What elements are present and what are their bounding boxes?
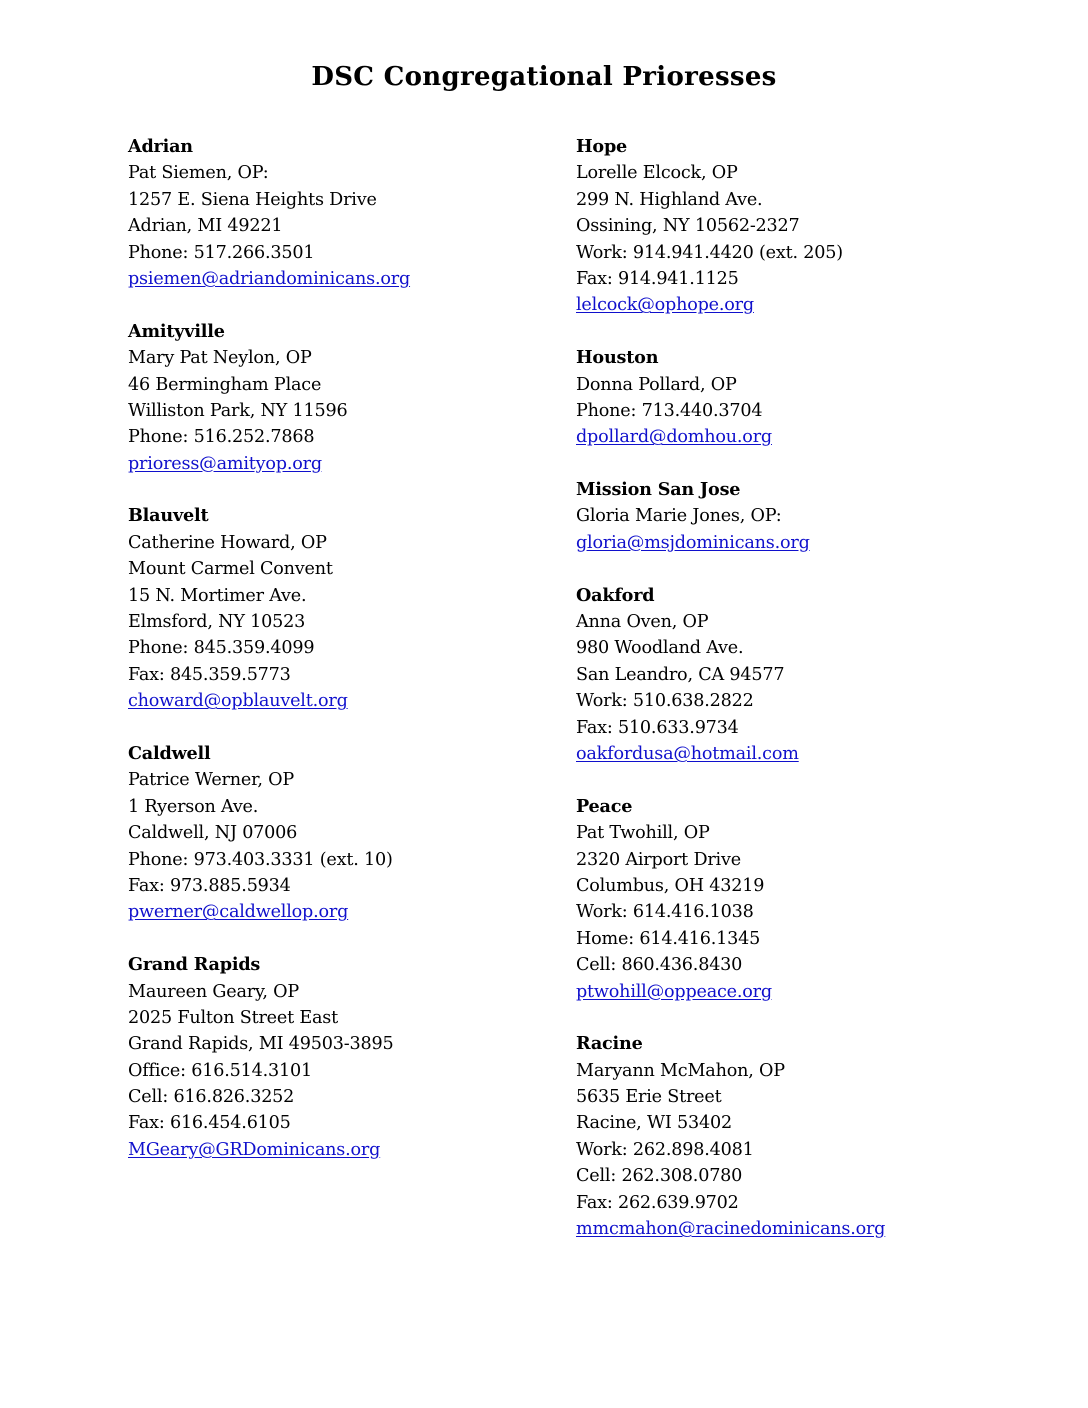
prioress-name: Pat Siemen, OP: bbox=[128, 163, 269, 184]
contact-entry bbox=[576, 1031, 996, 1242]
email-link[interactable]: mmcmahon@racinedominicans.org bbox=[576, 1219, 886, 1240]
congregation-name: Oakford bbox=[576, 584, 655, 606]
contact-detail: 1257 E. Siena Heights Drive bbox=[128, 189, 377, 210]
contact-detail: Caldwell, NJ 07006 bbox=[128, 823, 298, 844]
email-line bbox=[576, 292, 996, 318]
contact-detail: Home: 614.416.1345 bbox=[576, 928, 761, 949]
contact-detail: Phone: 973.403.3331 (ext. 10) bbox=[128, 849, 393, 870]
contact-detail: Grand Rapids, MI 49503-3895 bbox=[128, 1034, 394, 1055]
contact-entry bbox=[128, 503, 558, 714]
email-link[interactable]: ptwohill@oppeace.org bbox=[576, 981, 772, 1002]
email-link[interactable]: lelcock@ophope.org bbox=[576, 295, 754, 316]
email-link[interactable]: gloria@msjdominicans.org bbox=[576, 532, 810, 553]
contact-detail: Fax: 845.359.5773 bbox=[128, 664, 291, 685]
email-line bbox=[576, 979, 996, 1005]
contact-detail: Fax: 914.941.1125 bbox=[576, 268, 739, 289]
congregation-name: Amityville bbox=[128, 320, 225, 342]
email-line bbox=[576, 424, 996, 450]
congregation-name: Peace bbox=[576, 795, 633, 817]
contact-detail: 5635 Erie Street bbox=[576, 1087, 722, 1108]
prioress-name: Patrice Werner, OP bbox=[128, 770, 295, 791]
email-link[interactable]: pwerner@caldwellop.org bbox=[128, 902, 349, 923]
congregation-name: Houston bbox=[576, 347, 659, 369]
contact-detail: Phone: 713.440.3704 bbox=[576, 400, 763, 421]
email-link[interactable]: oakfordusa@hotmail.com bbox=[576, 743, 799, 764]
contact-detail: Adrian, MI 49221 bbox=[128, 216, 283, 237]
left-column bbox=[128, 134, 558, 1190]
contact-detail: Work: 614.416.1038 bbox=[576, 902, 754, 923]
contact-detail: Cell: 860.436.8430 bbox=[576, 955, 743, 976]
contact-detail: Fax: 616.454.6105 bbox=[128, 1113, 291, 1134]
email-line bbox=[128, 688, 558, 714]
contact-entry bbox=[576, 477, 996, 556]
contact-detail: Elmsford, NY 10523 bbox=[128, 612, 306, 633]
prioress-name: Anna Oven, OP bbox=[576, 612, 709, 633]
prioress-name: Pat Twohill, OP bbox=[576, 823, 710, 844]
contact-detail: Fax: 510.633.9734 bbox=[576, 717, 739, 738]
prioress-name: Catherine Howard, OP bbox=[128, 532, 327, 553]
contact-detail: Phone: 517.266.3501 bbox=[128, 242, 315, 263]
contact-detail: Work: 914.941.4420 (ext. 205) bbox=[576, 242, 843, 263]
email-line bbox=[128, 266, 558, 292]
congregation-name: Grand Rapids bbox=[128, 954, 261, 976]
contact-detail: Ossining, NY 10562-2327 bbox=[576, 216, 800, 237]
contact-detail: 46 Bermingham Place bbox=[128, 374, 322, 395]
contact-entry bbox=[128, 319, 558, 477]
email-link[interactable]: dpollard@domhou.org bbox=[576, 427, 772, 448]
contact-detail: 2320 Airport Drive bbox=[576, 849, 741, 870]
contact-detail: Cell: 262.308.0780 bbox=[576, 1166, 743, 1187]
contact-detail: Mount Carmel Convent bbox=[128, 559, 333, 580]
prioress-name: Gloria Marie Jones, OP: bbox=[576, 506, 782, 527]
contact-entry bbox=[576, 583, 996, 768]
contact-entry bbox=[576, 794, 996, 1005]
page-title: DSC Congregational Prioresses bbox=[311, 62, 777, 92]
contact-detail: Phone: 845.359.4099 bbox=[128, 638, 315, 659]
prioress-name: Lorelle Elcock, OP bbox=[576, 163, 738, 184]
prioress-name: Maureen Geary, OP bbox=[128, 981, 300, 1002]
email-link[interactable]: psiemen@adriandominicans.org bbox=[128, 268, 411, 289]
contact-detail: Work: 262.898.4081 bbox=[576, 1139, 754, 1160]
congregation-name: Adrian bbox=[128, 136, 193, 157]
email-link[interactable]: MGeary@GRDominicans.org bbox=[128, 1139, 381, 1160]
contact-detail: Phone: 516.252.7868 bbox=[128, 427, 315, 448]
congregation-name: Blauvelt bbox=[128, 505, 209, 527]
contact-detail: Columbus, OH 43219 bbox=[576, 875, 765, 896]
contact-detail: Williston Park, NY 11596 bbox=[128, 400, 348, 421]
email-line bbox=[576, 1216, 996, 1242]
contact-detail: 1 Ryerson Ave. bbox=[128, 796, 259, 817]
email-link[interactable]: choward@opblauvelt.org bbox=[128, 691, 348, 712]
contact-detail: Racine, WI 53402 bbox=[576, 1113, 732, 1134]
email-line bbox=[128, 899, 558, 925]
contact-detail: San Leandro, CA 94577 bbox=[576, 664, 785, 685]
contact-detail: 980 Woodland Ave. bbox=[576, 638, 744, 659]
contact-detail: Office: 616.514.3101 bbox=[128, 1060, 312, 1081]
prioress-name: Maryann McMahon, OP bbox=[576, 1060, 785, 1081]
congregation-name: Racine bbox=[576, 1033, 643, 1055]
congregation-name: Hope bbox=[576, 136, 628, 157]
contact-detail: 15 N. Mortimer Ave. bbox=[128, 585, 307, 606]
contact-detail: Cell: 616.826.3252 bbox=[128, 1087, 295, 1108]
contact-entry bbox=[128, 134, 558, 292]
prioress-name: Mary Pat Neylon, OP bbox=[128, 348, 312, 369]
prioress-name: Donna Pollard, OP bbox=[576, 374, 737, 395]
contact-entry bbox=[576, 345, 996, 451]
email-link[interactable]: prioress@amityop.org bbox=[128, 453, 322, 474]
contact-detail: Fax: 262.639.9702 bbox=[576, 1192, 739, 1213]
contact-entry bbox=[128, 952, 558, 1163]
contact-detail: 299 N. Highland Ave. bbox=[576, 189, 763, 210]
right-column bbox=[576, 134, 996, 1269]
contact-detail: 2025 Fulton Street East bbox=[128, 1007, 338, 1028]
contact-detail: Work: 510.638.2822 bbox=[576, 691, 754, 712]
email-line bbox=[576, 530, 996, 556]
congregation-name: Mission San Jose bbox=[576, 479, 741, 501]
contact-entry bbox=[576, 134, 996, 319]
email-line bbox=[128, 451, 558, 477]
email-line bbox=[576, 741, 996, 767]
congregation-name: Caldwell bbox=[128, 742, 211, 764]
contact-entry bbox=[128, 741, 558, 926]
email-line bbox=[128, 1137, 558, 1163]
contact-detail: Fax: 973.885.5934 bbox=[128, 875, 291, 896]
